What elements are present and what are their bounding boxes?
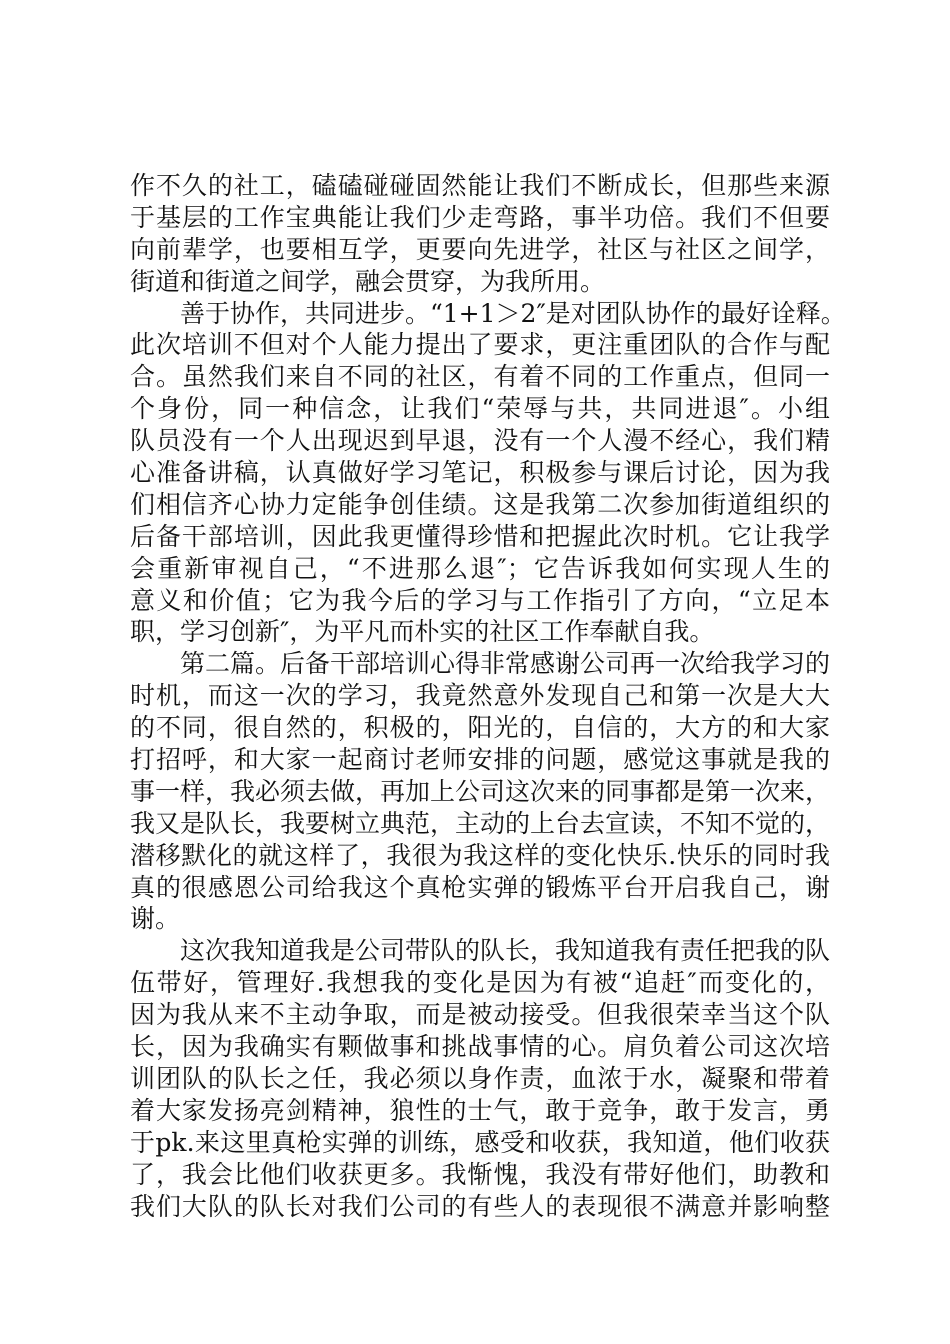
text-line: 训团队的队长之任，我必须以身作责，血浓于水，凝聚和带着 bbox=[130, 1063, 830, 1093]
paragraph-start-line: 这次我知道我是公司带队的队长，我知道我有责任把我的队 bbox=[180, 936, 831, 966]
text-line: 会重新审视自己，“不进那么退″；它告诉我如何实现人生的 bbox=[130, 553, 830, 583]
text-line: 合。虽然我们来自不同的社区，有着不同的工作重点，但同一 bbox=[130, 362, 830, 392]
text-line: 于基层的工作宝典能让我们少走弯路，事半功倍。我们不但要 bbox=[130, 202, 830, 232]
text-line: 个身份，同一种信念，让我们“荣辱与共，共同进退″。小组 bbox=[130, 394, 830, 424]
body-text bbox=[130, 170, 846, 1222]
text-line: 着大家发扬亮剑精神，狼性的士气，敢于竞争，敢于发言，勇 bbox=[130, 1095, 830, 1125]
text-line: 时机，而这一次的学习，我竟然意外发现自己和第一次是大大 bbox=[130, 681, 830, 711]
text-line: 伍带好，管理好.我想我的变化是因为有被“追赶″而变化的， bbox=[130, 968, 830, 998]
text-line: 的不同，很自然的，积极的，阳光的，自信的，大方的和大家 bbox=[130, 713, 830, 743]
text-line: 我又是队长，我要树立典范，主动的上台去宣读，不知不觉的， bbox=[130, 808, 831, 838]
text-line: 此次培训不但对个人能力提出了要求，更注重团队的合作与配 bbox=[130, 330, 830, 360]
text-line: 真的很感恩公司给我这个真枪实弹的锻炼平台开启我自己，谢 bbox=[130, 872, 830, 902]
text-line: 了，我会比他们收获更多。我惭愧，我没有带好他们，助教和 bbox=[130, 1159, 830, 1189]
text-line: 队员没有一个人出现迟到早退，没有一个人漫不经心，我们精 bbox=[130, 426, 830, 456]
paragraph-start-line: 善于协作，共同进步。“1+1＞2″是对团队协作的最好诠释。 bbox=[180, 298, 846, 328]
text-line: 向前辈学，也要相互学，更要向先进学，社区与社区之间学， bbox=[130, 234, 830, 264]
text-line: 我们大队的队长对我们公司的有些人的表现很不满意并影响整 bbox=[130, 1191, 830, 1221]
text-line: 打招呼，和大家一起商讨老师安排的问题，感觉这事就是我的 bbox=[130, 745, 830, 775]
text-line: 意义和价值；它为我今后的学习与工作指引了方向，“立足本 bbox=[130, 585, 830, 615]
text-line: 职，学习创新″，为平凡而朴实的社区工作奉献自我。 bbox=[130, 617, 715, 647]
text-line: 于pk.来这里真枪实弹的训练，感受和收获，我知道，他们收获 bbox=[130, 1127, 830, 1157]
paragraph-start-line: 第二篇。后备干部培训心得非常感谢公司再一次给我学习的 bbox=[180, 649, 831, 679]
text-line: 谢。 bbox=[130, 904, 181, 934]
text-line: 因为我从来不主动争取，而是被动接受。但我很荣幸当这个队 bbox=[130, 1000, 830, 1030]
text-line: 街道和街道之间学，融会贯穿，为我所用。 bbox=[130, 266, 606, 296]
text-line: 后备干部培训，因此我更懂得珍惜和把握此次时机。它让我学 bbox=[130, 521, 830, 551]
text-line: 作不久的社工，磕磕碰碰固然能让我们不断成长，但那些来源 bbox=[130, 171, 830, 200]
text-line: 长，因为我确实有颗做事和挑战事情的心。肩负着公司这次培 bbox=[130, 1032, 830, 1062]
text-line: 潜移默化的就这样了，我很为我这样的变化快乐.快乐的同时我 bbox=[130, 840, 830, 870]
text-line: 们相信齐心协力定能争创佳绩。这是我第二次参加街道组织的 bbox=[130, 489, 830, 519]
text-line: 心准备讲稿，认真做好学习笔记，积极参与课后讨论，因为我 bbox=[130, 458, 830, 488]
text-line: 事一样，我必须去做，再加上公司这次来的同事都是第一次来， bbox=[130, 776, 831, 806]
